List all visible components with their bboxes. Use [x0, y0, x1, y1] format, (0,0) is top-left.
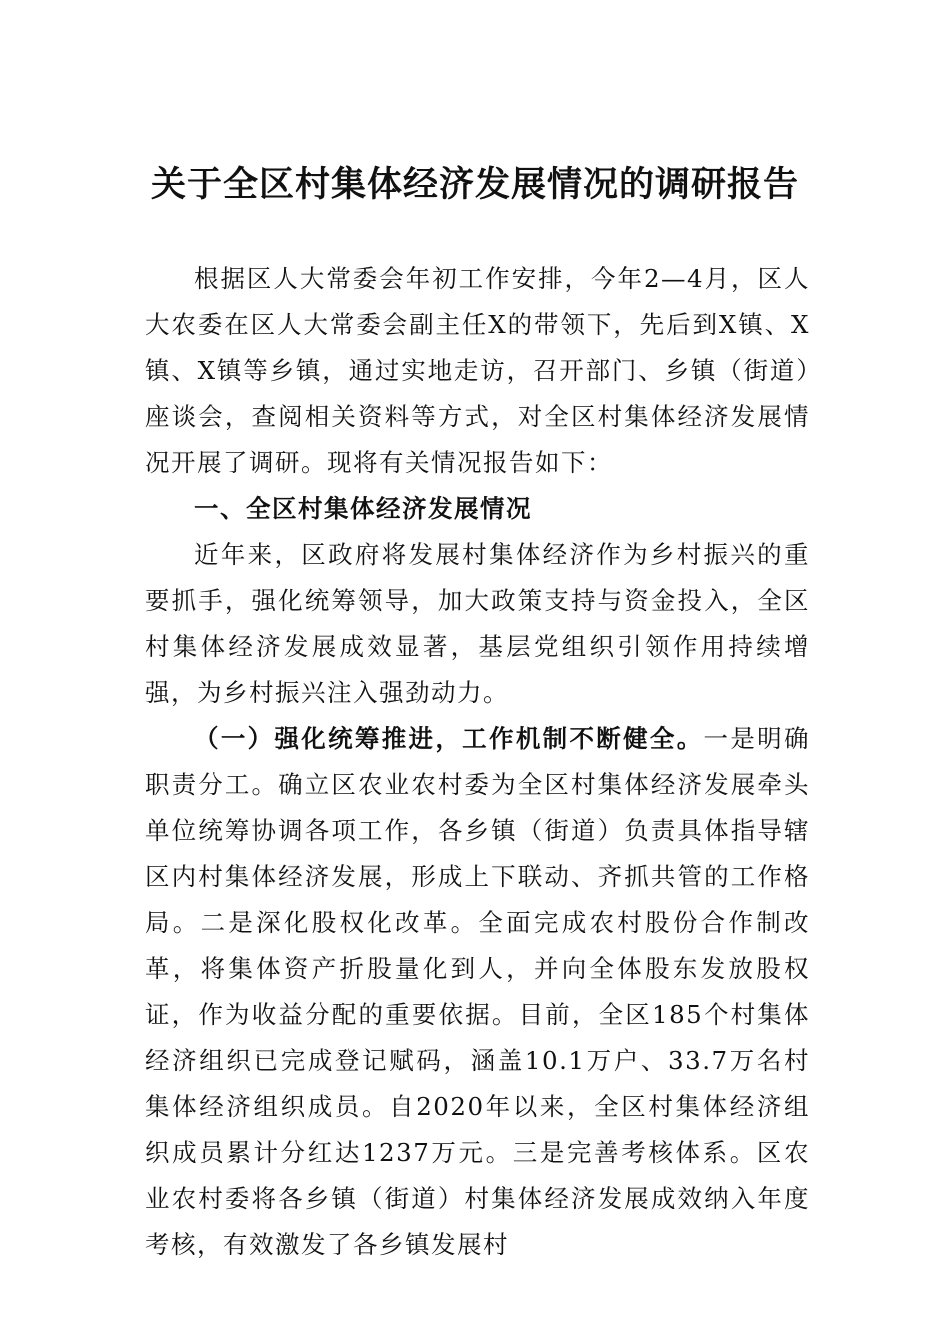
intro-paragraph: 根据区人大常委会年初工作安排，今年2—4月，区人大农委在区人大常委会副主任X的带领下，先后到X镇、X镇、X镇等乡镇，通过实地走访，召开部门、乡镇（街道）座谈会，查阅相关资料等方式，对全区村集体经济发展情况开展了调研。现将有关情况报告如下：	[145, 264, 810, 477]
document-body	[145, 256, 810, 1268]
document-title: 关于全区村集体经济发展情况的调研报告	[150, 164, 799, 205]
subsection-paragraph	[145, 716, 810, 1268]
subsection-heading: （一）强化统筹推进，工作机制不断健全。	[194, 724, 704, 753]
section-paragraph: 近年来，区政府将发展村集体经济作为乡村振兴的重要抓手，强化统筹领导，加大政策支持与资金投入，全区村集体经济发展成效显著，基层党组织引领作用持续增强，为乡村振兴注入强劲动力。	[145, 540, 810, 707]
section-heading: 一、全区村集体经济发展情况	[194, 494, 532, 523]
subsection-body: 一是明确职责分工。确立区农业农村委为全区村集体经济发展牵头单位统筹协调各项工作，各乡镇（街道）负责具体指导辖区内村集体经济发展，形成上下联动、齐抓共管的工作格局。二是深化股权化改革。全面完成农村股份合作制改革，将集体资产折股量化到人，并向全体股东发放股权证，作为收益分配的重要依据。目前，全区185个村集体经济组织已完成登记赋码，涵盖10.1万户、33.7万名村集体经济组织成员。自2020年以来，全区村集体经济组织成员累计分红达1237万元。三是完善考核体系。区农业农村委将各乡镇（街道）村集体经济发展成效纳入年度考核，有效激发了各乡镇发展村	[145, 724, 811, 1259]
